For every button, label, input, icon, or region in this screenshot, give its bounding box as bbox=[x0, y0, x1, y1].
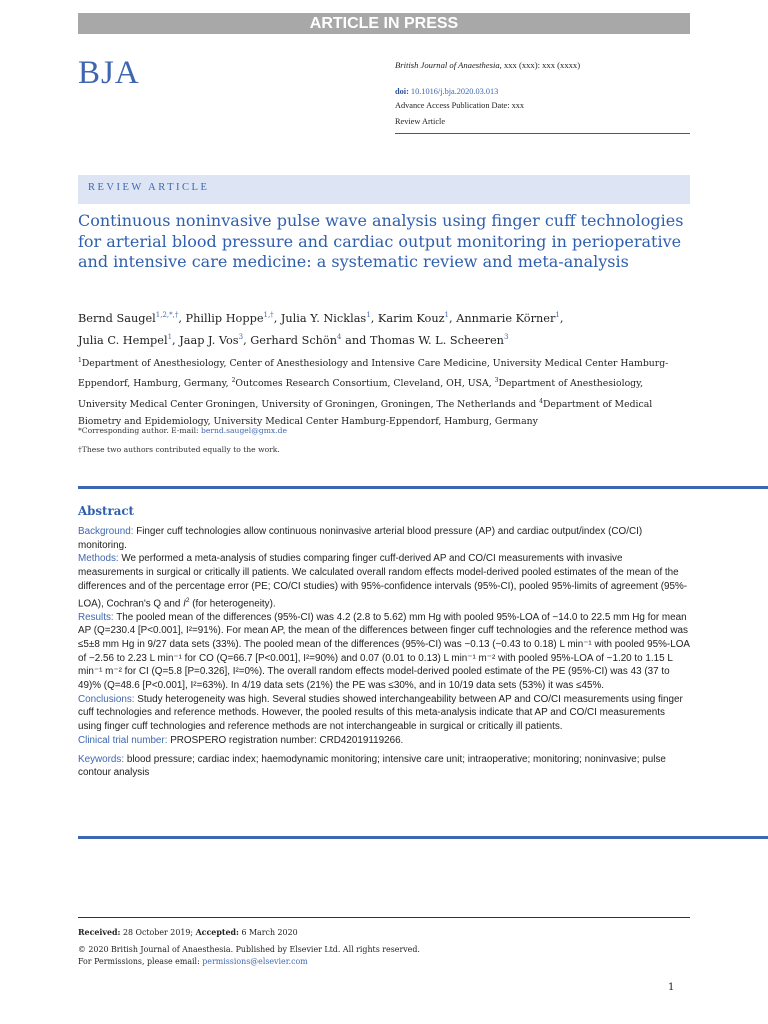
author: Phillip Hoppe$^{1,\dagger}$ bbox=[185, 311, 274, 325]
article-title: Continuous noninvasive pulse wave analysis using finger cuff technologies for arterial blood pressure and cardiac output monitoring in perioperative and intensive care medicine: a systematic review and meta-analysis bbox=[78, 211, 684, 271]
author: Jaap J. Vos$^3$ bbox=[179, 332, 244, 347]
advance-access-date: Advance Access Publication Date: xxx bbox=[395, 101, 525, 110]
journal-logo: BJA bbox=[78, 55, 140, 91]
author: Karim Kouz$^1$ bbox=[377, 311, 450, 325]
affiliation: Department of Medical Biometry and Epidemiology, University Medical Center Hamburg-Eppendorf, Hamburg, Germany bbox=[78, 398, 653, 427]
doi-line bbox=[395, 87, 498, 96]
page-number: 1 bbox=[668, 982, 675, 993]
author: Julia C. Hempel$^1$ bbox=[78, 332, 173, 347]
author: Gerhard Schön$^4$ bbox=[250, 332, 342, 347]
abstract-methods: Methods: We performed a meta-analysis of studies comparing finger cuff-derived AP and CO/CI measurements with invasive measurements in surgical or critically ill patients. We calculated overall random effects model-derived pooled estimates of the mean of the differences and of the percentage error (PE; CO/CI studies) with 95%-confidence intervals (95%-CI), pooled 95%-limits of agreement (95%-LOA), Cochran's Q and $I^2$ (for heterogeneity). bbox=[78, 553, 688, 609]
abstract-top-rule bbox=[78, 486, 768, 489]
section-label: REVIEW ARTICLE bbox=[88, 182, 210, 193]
abstract-results: Results: The pooled mean of the differences (95%-CI) was 4.2 (2.8 to 5.62) mm Hg with pooled 95%-LOA of −14.0 to 22.5 mm Hg for mean AP (Q=230.4 [P<0.001], I²=91%). For mean AP, the mean of the differences between finger cuff technologies and the reference method was ≤5±8 mm Hg in 9/27 data sets (33%). The pooled mean of the differences (95%-CI) was −0.13 (−0.43 to 0.18) L min⁻¹ with pooled 95%-LOA of −2.56 to 2.23 L min⁻¹ for CO (Q=66.7 [P<0.001], I²=90%) and 0.07 (0.01 to 0.13) L min⁻¹ m⁻² with pooled 95%-LOA of −1.20 to 1.15 L min⁻¹ m⁻² for CI (Q=5.8 [P=0.326], I²=0%). The overall random effects model-derived pooled estimate of the PE (95%-CI) was 43 (37 to 49)% (Q=48.6 [P<0.001], I²=63%). In 4/19 data sets (21%) the PE was ≤30%, and in 10/19 data sets (53%) it was ≤45%. bbox=[78, 611, 690, 692]
header-divider bbox=[395, 133, 690, 134]
permissions-email-link[interactable]: permissions@elsevier.com bbox=[202, 957, 308, 966]
article-in-press-banner: ARTICLE IN PRESS bbox=[78, 13, 690, 34]
abstract-background: Background: Finger cuff technologies allow continuous noninvasive arterial blood pressure (AP) and cardiac output/index (CO/CI) monitoring. bbox=[78, 526, 643, 551]
author: Annmarie Körner$^1$ bbox=[456, 311, 560, 325]
author: Bernd Saugel$^{1,2,*,\dagger}$ bbox=[78, 311, 179, 325]
abstract-heading: Abstract bbox=[78, 504, 134, 518]
doi-link[interactable]: 10.1016/j.bja.2020.03.013 bbox=[410, 87, 499, 96]
footer-divider bbox=[78, 917, 690, 918]
author: Julia Y. Nicklas$^1$ bbox=[280, 311, 371, 325]
abstract-keywords: Keywords: blood pressure; cardiac index; haemodynamic monitoring; intensive care unit; intraoperative; monitoring; noninvasive; pulse contour analysis bbox=[78, 753, 666, 779]
doi-label: doi: bbox=[395, 87, 409, 96]
affiliation: Department of Anesthesiology, Center of Anesthesiology and Intensive Care Medicine, University Medical Center Hamburg-Eppendorf, Hamburg, Germany, bbox=[78, 358, 669, 390]
affiliations: $^1$Department of Anesthesiology, Center of Anesthesiology and Intensive Care Medicine, University Medical Center Hamburg-Eppendorf, Hamburg, Germany, $^2$Outcomes Research Consortium, Cleveland, OH, USA, $^3$Department of Anesthesiology, University Medical Center Groningen, University of Groningen, Groningen, The Netherlands and $^4$Department of Medical Biometry and Epidemiology, University Medical Center Hamburg-Eppendorf, Hamburg, Germany bbox=[78, 357, 669, 427]
permissions-line: For Permissions, please email: permissions@elsevier.com bbox=[78, 957, 308, 966]
author: Thomas W. L. Scheeren$^3$ bbox=[369, 332, 509, 347]
copyright-notice: © 2020 British Journal of Anaesthesia. Published by Elsevier Ltd. All rights reserved. bbox=[78, 945, 420, 954]
section-band bbox=[78, 175, 690, 204]
affiliation: Department of Anesthesiology, University Medical Center Groningen, University of Groningen, Groningen, The Netherlands and bbox=[78, 378, 644, 410]
journal-issue: , xxx (xxx): xxx (xxxx) bbox=[499, 60, 581, 70]
received-accepted-dates: Received: 28 October 2019; Accepted: 6 March 2020 bbox=[78, 928, 298, 937]
journal-name: British Journal of Anaesthesia bbox=[395, 60, 500, 70]
corresponding-author-note: *Corresponding author. E-mail: bernd.saugel@gmx.de bbox=[78, 426, 287, 435]
abstract-conclusions: Conclusions: Study heterogeneity was high. Several studies showed interchangeability between AP and CO/CI measurements using finger cuff technologies and reference methods. However, the pooled results of this meta-analysis indicate that AP and CO/CI measurements using finger cuff technologies and reference methods are not interchangeable in surgical or critically ill patients. bbox=[78, 693, 683, 733]
affiliation: Outcomes Research Consortium, Cleveland, OH, USA, bbox=[235, 378, 495, 390]
abstract-body bbox=[78, 525, 690, 780]
abstract-bottom-rule bbox=[78, 836, 768, 839]
authors-and: and bbox=[345, 333, 367, 347]
journal-citation bbox=[395, 60, 580, 70]
author-list: Bernd Saugel$^{1,2,*,\dagger}$, Phillip Hoppe$^{1,\dagger}$, Julia Y. Nicklas$^1$, Karim Kouz$^1$, Annmarie Körner$^1$, Julia C. Hempel$^1$, Jaap J. Vos$^3$, Gerhard Schön$^4$ and Thomas W. L. Scheeren$^3$ bbox=[78, 311, 564, 347]
equal-contribution-note: †These two authors contributed equally to the work. bbox=[78, 445, 280, 454]
article-type: Review Article bbox=[395, 117, 445, 126]
corresponding-email-link[interactable]: bernd.saugel@gmx.de bbox=[200, 426, 287, 435]
abstract-trial-number: Clinical trial number: PROSPERO registration number: CRD42019119266. bbox=[78, 734, 404, 746]
